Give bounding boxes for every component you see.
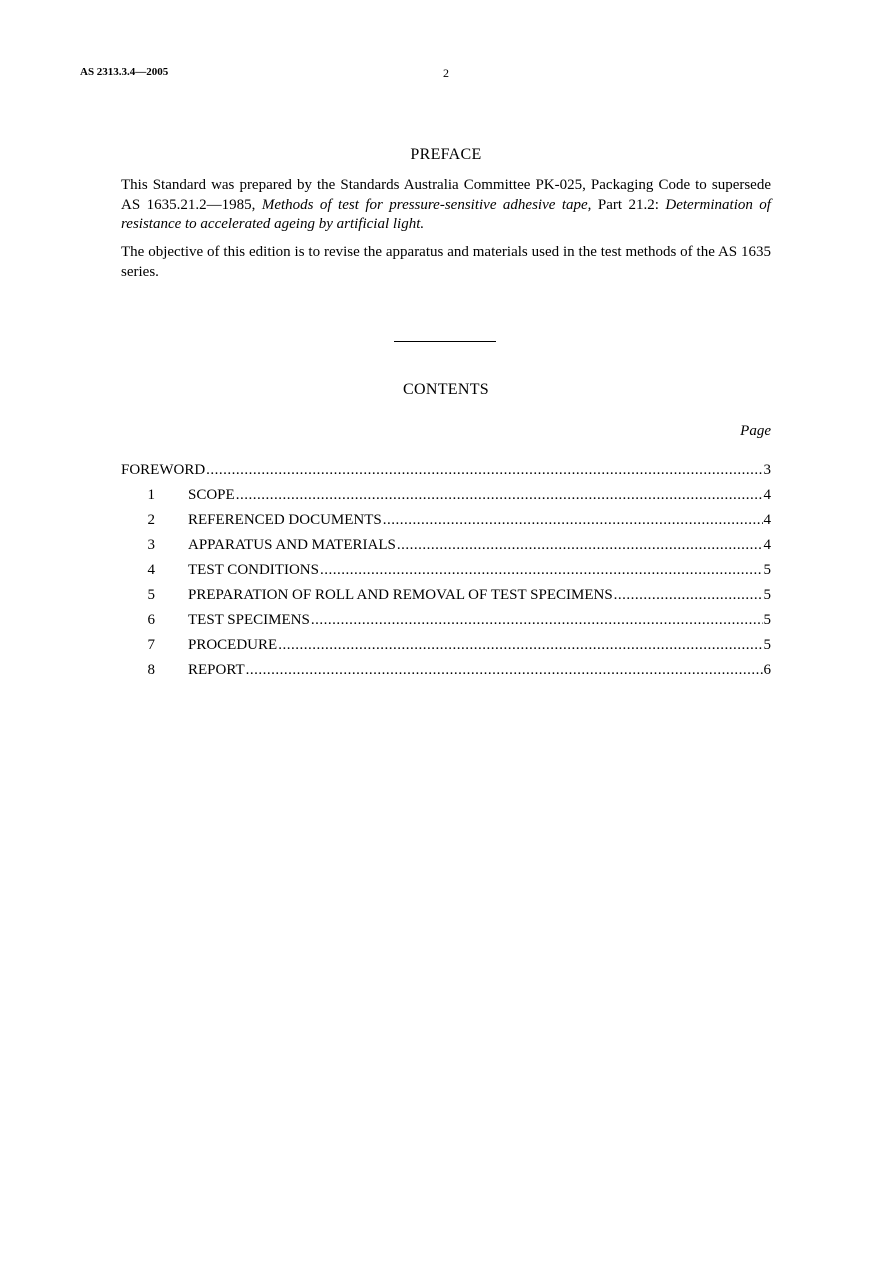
toc-entry-title: SCOPE	[188, 487, 235, 503]
contents-heading: CONTENTS	[403, 381, 489, 398]
toc-entry-2[interactable]	[121, 512, 771, 537]
toc-leader	[246, 662, 763, 679]
table-of-contents	[121, 462, 771, 687]
toc-entry-page: 5	[763, 612, 771, 628]
toc-entry-page: 5	[763, 562, 771, 578]
toc-entry-number: 4	[147, 562, 155, 578]
section-divider	[394, 341, 496, 342]
toc-entry-page: 6	[763, 662, 771, 678]
toc-entry-title: REPORT	[188, 662, 245, 678]
toc-entry-1[interactable]	[121, 487, 771, 512]
toc-entry-page: 4	[763, 537, 771, 553]
toc-entry-foreword[interactable]	[121, 462, 771, 487]
toc-entry-title: APPARATUS AND MATERIALS	[188, 537, 396, 553]
preface-paragraph-1	[121, 176, 771, 235]
preface-text: This Standard was prepared by the Standards Australia Committee PK-025, Packaging Code to supersede AS 1635.21.2—1985,	[121, 177, 771, 213]
page-column-label: Page	[740, 423, 771, 439]
toc-entry-title: TEST SPECIMENS	[188, 612, 310, 628]
toc-entry-title: TEST CONDITIONS	[188, 562, 319, 578]
toc-entry-number: 3	[147, 537, 155, 553]
toc-entry-6[interactable]	[121, 612, 771, 637]
toc-entry-page: 4	[763, 512, 771, 528]
toc-leader	[278, 637, 762, 654]
toc-entry-4[interactable]	[121, 562, 771, 587]
preface-paragraph-2: The objective of this edition is to revise the apparatus and materials used in the test methods of the AS 1635 series.	[121, 244, 771, 280]
toc-leader	[311, 612, 763, 629]
toc-leader	[383, 512, 763, 529]
toc-entry-title: PREPARATION OF ROLL AND REMOVAL OF TEST SPECIMENS	[188, 587, 613, 603]
page-number: 2	[443, 66, 449, 80]
toc-entry-number: 2	[147, 512, 155, 528]
toc-leader	[397, 537, 763, 554]
running-head: AS 2313.3.4—2005	[80, 66, 169, 78]
toc-leader	[206, 462, 762, 479]
toc-entry-page: 4	[763, 487, 771, 503]
toc-entry-title: PROCEDURE	[188, 637, 278, 653]
toc-entry-3[interactable]	[121, 537, 771, 562]
toc-entry-5[interactable]	[121, 587, 771, 612]
toc-entry-7[interactable]	[121, 637, 771, 662]
toc-entry-title: REFERENCED DOCUMENTS	[188, 512, 382, 528]
toc-leader	[320, 562, 763, 579]
part-title: Determination of resistance to accelerated ageing by artificial light.	[121, 196, 771, 232]
toc-entry-page: 5	[763, 637, 771, 653]
toc-entry-8[interactable]	[121, 662, 771, 687]
toc-entry-number: 1	[147, 487, 155, 503]
toc-leader	[614, 587, 763, 604]
toc-leader	[236, 487, 763, 504]
toc-entry-number: 8	[147, 662, 155, 678]
publication-title: Methods of test for pressure-sensitive adhesive tape,	[261, 196, 592, 213]
toc-entry-number: 5	[147, 587, 155, 603]
toc-entry-page: 5	[763, 587, 771, 603]
toc-entry-title: FOREWORD	[121, 462, 206, 478]
toc-entry-number: 7	[147, 637, 155, 653]
preface-heading: PREFACE	[410, 146, 482, 163]
preface-text: Part 21.2:	[591, 196, 666, 213]
toc-entry-page: 3	[763, 462, 771, 478]
toc-entry-number: 6	[147, 612, 155, 628]
